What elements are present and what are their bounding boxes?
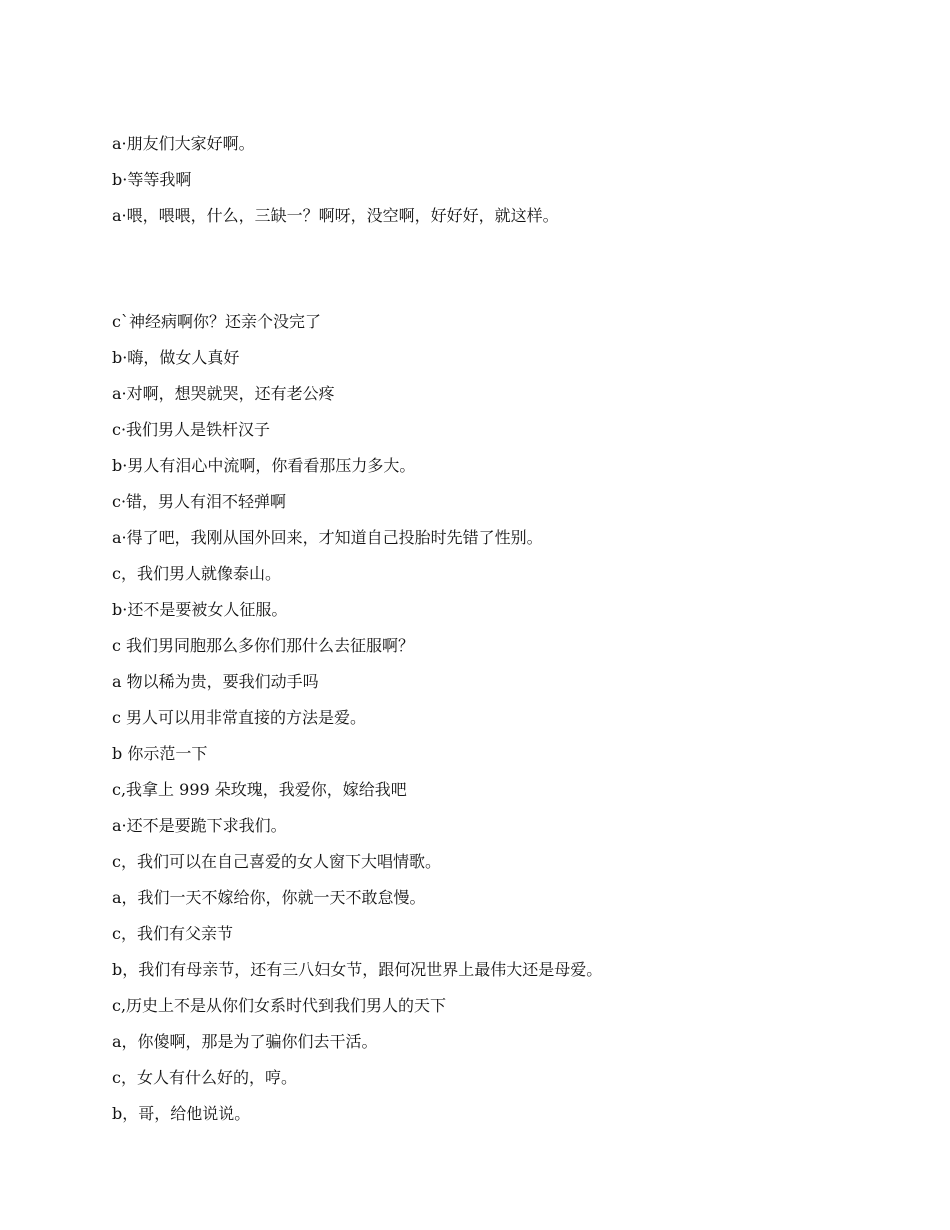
dialogue-line: b 你示范一下 bbox=[112, 744, 208, 763]
dialogue-block-intro bbox=[112, 126, 872, 234]
dialogue-line: c，女人有什么好的，哼。 bbox=[112, 1068, 297, 1087]
dialogue-line: c，我们有父亲节 bbox=[112, 924, 233, 943]
dialogue-line: c·错，男人有泪不轻弹啊 bbox=[112, 492, 287, 511]
dialogue-line: b，哥，给他说说。 bbox=[112, 1104, 251, 1123]
dialogue-line: c`神经病啊你？还亲个没完了 bbox=[112, 312, 321, 331]
dialogue-line: b·嗨，做女人真好 bbox=[112, 348, 240, 367]
dialogue-line: c，我们可以在自己喜爱的女人窗下大唱情歌。 bbox=[112, 852, 441, 871]
dialogue-line: a，我们一天不嫁给你，你就一天不敢怠慢。 bbox=[112, 888, 426, 907]
dialogue-line: c，我们男人就像泰山。 bbox=[112, 564, 281, 583]
dialogue-line: a·朋友们大家好啊。 bbox=[112, 134, 255, 153]
dialogue-line: a·对啊，想哭就哭，还有老公疼 bbox=[112, 384, 335, 403]
dialogue-line: a·得了吧，我刚从国外回来，才知道自己投胎时先错了性别。 bbox=[112, 528, 543, 547]
dialogue-line: c 我们男同胞那么多你们那什么去征服啊？ bbox=[112, 636, 415, 655]
dialogue-line: b·等等我啊 bbox=[112, 170, 192, 189]
dialogue-line: c 男人可以用非常直接的方法是爱。 bbox=[112, 708, 367, 727]
dialogue-line: a 物以稀为贵，要我们动手吗 bbox=[112, 672, 319, 691]
dialogue-line: c,我拿上 999 朵玫瑰，我爱你，嫁给我吧 bbox=[112, 780, 407, 799]
dialogue-line: a，你傻啊，那是为了骗你们去干活。 bbox=[112, 1032, 378, 1051]
dialogue-line: a·喂，喂喂，什么，三缺一？啊呀，没空啊，好好好，就这样。 bbox=[112, 206, 559, 225]
dialogue-line: a·还不是要跪下求我们。 bbox=[112, 816, 287, 835]
dialogue-block-main bbox=[112, 304, 872, 1132]
dialogue-line: c·我们男人是铁杆汉子 bbox=[112, 420, 271, 439]
dialogue-line: b·男人有泪心中流啊，你看看那压力多大。 bbox=[112, 456, 416, 475]
dialogue-line: c,历史上不是从你们女系时代到我们男人的天下 bbox=[112, 996, 447, 1015]
dialogue-line: b，我们有母亲节，还有三八妇女节，跟何况世界上最伟大还是母爱。 bbox=[112, 960, 603, 979]
dialogue-line: b·还不是要被女人征服。 bbox=[112, 600, 288, 619]
